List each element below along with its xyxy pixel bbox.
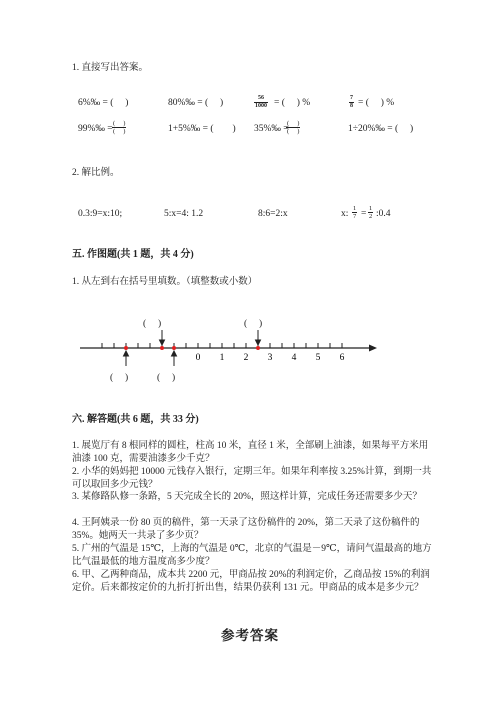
- q1-r2-b: 1+5%‰ = ( ): [168, 124, 236, 134]
- arrow-down-b-head: [160, 340, 165, 345]
- section-5-q1: 1. 从左到右在括号里填数。（填整数或小数）: [72, 277, 258, 287]
- arrow-down-d-head: [256, 340, 261, 345]
- problem-5: 5. 广州的气温是 15℃，上海的气温是 0℃，北京的气温是－9℃，请问气温最高的地方比气温最低的地方温度高多少度？: [72, 544, 432, 567]
- problem-2: 2. 小华的妈妈把 10000 元钱存入银行，定期三年。如果年利率按 3.25%计算，到期一共可以取回多少元钱？: [72, 467, 432, 490]
- tick-label-6: 6: [339, 353, 345, 363]
- tick-label-5: 5: [315, 353, 321, 363]
- numerator: 1: [369, 205, 373, 212]
- denominator: 8: [350, 103, 353, 109]
- arrow-head: [369, 345, 377, 352]
- numerator: ( ): [113, 120, 126, 127]
- q1-title: 1. 直接写出答案。: [72, 63, 149, 73]
- denominator: 7: [353, 213, 357, 220]
- problem-6: 6. 甲、乙两种商品，成本共 2200 元，甲商品按 20%的利润定价，乙商品按 15%的利润定价。后来都按定价的九折打折出售，结果仍获利 131 元。甲商品的成本是多少元？: [72, 570, 430, 593]
- tick-label-0: 0: [195, 353, 201, 363]
- problem-4: 4. 王阿姨录一份 80 页的稿件，第一天录了这份稿件的 20%，第二天录了这份稿件的 35%。她两天一共录了多少页？: [72, 518, 420, 541]
- q1-r2-d: 1÷20%‰ = ( ): [348, 124, 414, 134]
- q1-r2-a-pre: 99%‰ =: [78, 124, 113, 134]
- section-6-heading: 六. 解答题(共 6 题，共 33 分): [72, 414, 199, 425]
- problem-3: 3. 某修路队修一条路，5 天完成全长的 20%，照这样计算，完成任务还需要多少天？: [72, 492, 422, 502]
- denominator: 1000: [255, 103, 267, 109]
- q1-r1-d-tail: = ( ) %: [358, 98, 395, 108]
- q1-r1-b: 80%‰ = ( ): [168, 98, 224, 108]
- numerator: 1: [353, 205, 357, 212]
- numerator: 7: [350, 95, 353, 101]
- q2-c: 8:6=2:x: [258, 209, 288, 219]
- q2-d-tail: :0.4: [376, 209, 391, 219]
- red-point-a: [124, 346, 128, 350]
- numerator: 56: [258, 95, 264, 101]
- q2-title: 2. 解比例。: [72, 168, 120, 178]
- red-point-d: [256, 346, 260, 350]
- red-point-c: [172, 346, 176, 350]
- denominator: 2: [369, 213, 373, 220]
- tick-label-3: 3: [267, 353, 273, 363]
- tick-label-1: 1: [219, 353, 225, 363]
- blank-bottom-left: ( ): [110, 373, 129, 383]
- denominator: ( ): [287, 128, 300, 135]
- section-5-heading: 五. 作图题(共 1 题，共 4 分): [72, 249, 194, 260]
- q1-r1-a: 6%‰ = ( ): [78, 98, 129, 108]
- answer-key-title: 参考答案: [221, 628, 279, 643]
- arrow-up-c-head: [172, 351, 177, 356]
- q2-d-pre: x:: [341, 209, 349, 219]
- red-point-b: [160, 346, 164, 350]
- q1-r2-c-pre: 35%‰ =: [254, 124, 289, 134]
- q2-d-mid: =: [361, 209, 367, 219]
- problem-1: 1. 展览厅有 8 根同样的圆柱，柱高 10 米，直径 1 米，全部刷上油漆，如果每平方米用油漆 100 克，需要油漆多少千克？: [72, 441, 429, 464]
- tick-label-4: 4: [291, 353, 297, 363]
- numerator: ( ): [287, 120, 300, 127]
- blank-top-right: ( ): [244, 319, 263, 329]
- arrow-up-a-head: [124, 351, 129, 356]
- q1-r1-c-tail: = ( ) %: [274, 98, 311, 108]
- blank-top-left: ( ): [143, 319, 162, 329]
- denominator: ( ): [113, 128, 126, 135]
- tick-label-2: 2: [243, 353, 249, 363]
- q2-a: 0.3:9=x:10;: [78, 209, 123, 219]
- blank-bottom-right: ( ): [157, 373, 176, 383]
- q2-b: 5:x=4: 1.2: [164, 209, 204, 219]
